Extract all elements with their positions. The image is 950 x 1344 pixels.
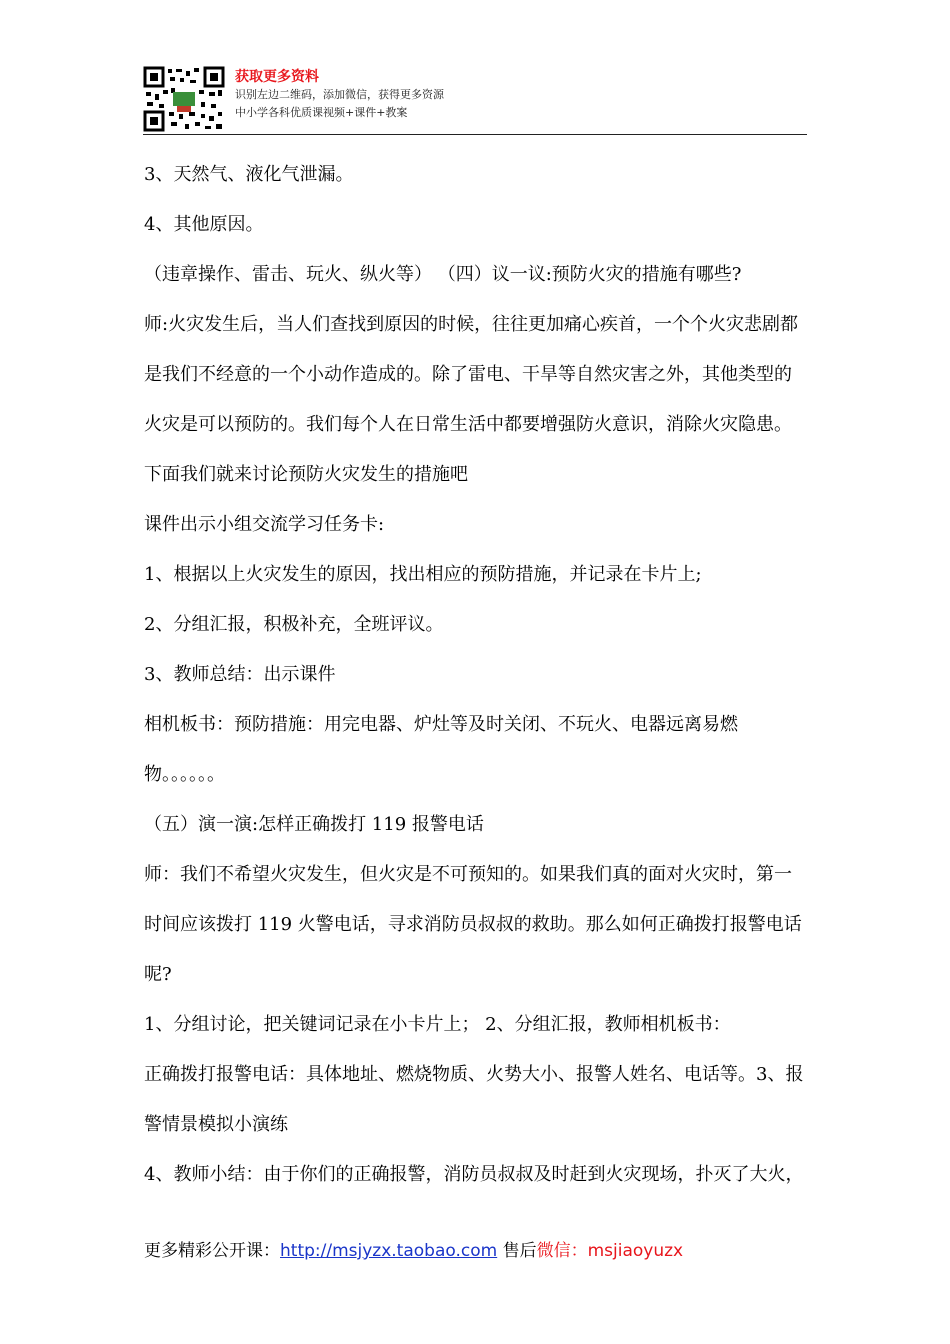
paragraph: 课件出示小组交流学习任务卡: xyxy=(144,514,385,535)
paragraph: 4、教师小结：由于你们的正确报警，消防员叔叔及时赶到火灾现场，扑灭了大火， xyxy=(144,1164,804,1185)
paragraph: 师：我们不希望火灾发生，但火灾是不可预知的。如果我们真的面对火灾时，第一时间应该拨打 119 火警电话，寻求消防员叔叔的救助。那么如何正确拨打报警电话呢? xyxy=(144,864,802,985)
paragraph: 3、天然气、液化气泄漏。 xyxy=(144,164,354,185)
paragraph: 2、分组汇报，积极补充，全班评议。 xyxy=(144,614,444,635)
footer-link[interactable]: http://msjyzx.taobao.com xyxy=(280,1241,498,1261)
qr-code-icon xyxy=(143,66,225,132)
page-footer xyxy=(144,1236,683,1261)
paragraph: 1、根据以上火灾发生的原因，找出相应的预防措施，并记录在卡片上; xyxy=(144,564,702,585)
footer-prefix: 更多精彩公开课： xyxy=(144,1241,280,1261)
footer-after: 售后 xyxy=(497,1241,537,1261)
paragraph: 师:火灾发生后，当人们查找到原因的时候，往往更加痛心疾首，一个个火灾悲剧都是我们不经意的一个小动作造成的。除了雷电、干旱等自然灾害之外，其他类型的火灾是可以预防的。我们每个人在日常生活中都要增强防火意识，消除火灾隐患。下面我们就来讨论预防火灾发生的措施吧 xyxy=(144,314,799,485)
section-heading: （五）演一演:怎样正确拨打 119 报警电话 xyxy=(144,814,484,835)
paragraph: 相机板书：预防措施：用完电器、炉灶等及时关闭、不玩火、电器远离易燃物。。。。。。 xyxy=(144,714,738,785)
header-line-2: 中小学各科优质课视频+课件+教案 xyxy=(235,106,408,119)
header-title: 获取更多资料 xyxy=(235,69,319,85)
paragraph: （违章操作、雷击、玩火、纵火等） （四）议一议:预防火灾的措施有哪些? xyxy=(144,264,742,285)
footer-wechat-label: 微信： xyxy=(536,1241,588,1261)
paragraph: 1、分组讨论，把关键词记录在小卡片上； 2、分组汇报，教师相机板书： xyxy=(144,1014,731,1035)
document-body xyxy=(144,150,808,1200)
header-line-1: 识别左边二维码，添加微信，获得更多资源 xyxy=(235,88,444,101)
paragraph: 正确拨打报警电话：具体地址、燃烧物质、火势大小、报警人姓名、电话等。3、报警情景模拟小演练 xyxy=(144,1064,804,1135)
page-header xyxy=(143,62,807,135)
footer-wechat-id: msjiaoyuzx xyxy=(587,1241,684,1261)
paragraph: 3、教师总结：出示课件 xyxy=(144,664,336,685)
header-text xyxy=(235,68,444,122)
paragraph: 4、其他原因。 xyxy=(144,214,264,235)
